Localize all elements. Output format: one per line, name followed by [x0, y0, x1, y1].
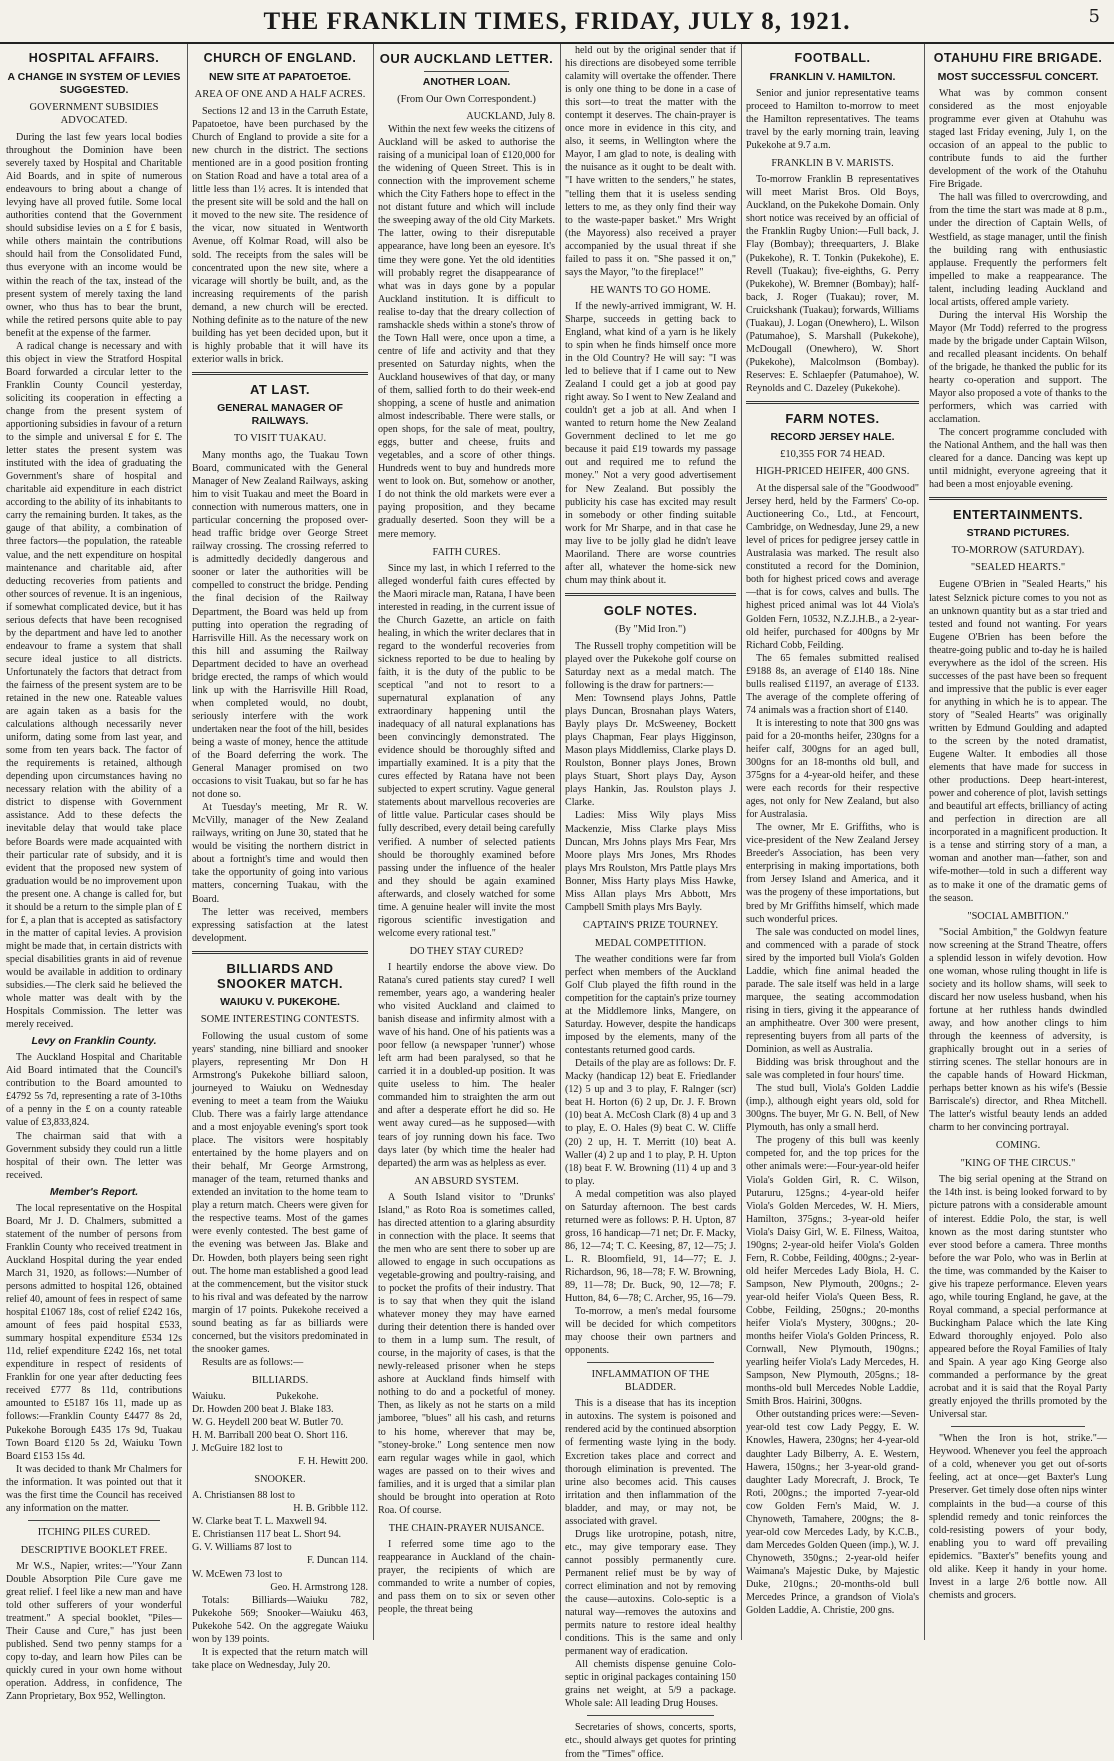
paragraph: Totals: Billiards—Waiuku 782, Pukekohe 569; Snooker—Waiuku 463, Pukekohe 542. On the aggregate Waiuku won by 139 points. — [192, 1594, 368, 1645]
column-4 — [565, 44, 736, 1760]
results-columns: Waiuku. Pukekohe. — [192, 1390, 319, 1402]
paragraph: To-morrow, a men's medal foursome will be decided for which competitors may choose their own partners and opponents. — [565, 1306, 736, 1357]
subheading: £10,355 FOR 74 HEAD. — [780, 449, 885, 461]
columns — [4, 44, 1110, 1760]
advert-heading: INFLAMMATION OF THE BLADDER. — [591, 1369, 710, 1394]
entertainments-heading: ENTERTAINMENTS. — [952, 507, 1084, 523]
advert-text: Drugs like urotropine, potash, nitre, etc., may give temporary ease. They cannot possibly permanently cure. Permanent relief must be by way of correct elimination and not by removing the cause—autoxins. Colo-septic is a natural way—removes the autoxins and permits nature to restore ideal healthy conditions. This is the same and only permanent way of eradication. — [565, 1528, 736, 1658]
column-6 — [929, 44, 1107, 1640]
paragraph: The weather conditions were far from perfect when members of the Auckland Golf Club played the fifth round in the competition for the captain's prize tourney at the Middlemore links, Mangere, on Saturday. However, despite the handicaps imposed by the elements, many of the contestants returned good cards. — [565, 953, 736, 1057]
paragraph: What was by common consent considered as the most enjoyable programme ever given at Otahuhu was staged last Friday evening, July 1, on the occasion of an appeal to the public to contribute funds to aid the further development of the work of the Otahuhu Fire Brigade. — [929, 88, 1107, 191]
column-rule — [187, 44, 188, 1640]
subheading: A CHANGE IN SYSTEM OF LEVIES SUGGESTED. — [7, 71, 181, 96]
subheading: MEDAL COMPETITION. — [594, 937, 707, 949]
divider — [587, 1715, 714, 1716]
paragraph: I heartily endorse the above view. Do Ratana's cured patients stay cured? I well remember, years ago, a wandering healer who visited Auckland and claimed to banish disease and infirmity almost with a wave of his hand. One of his patients was a poor fellow (a newspaper 'runner') whose left arm had been paralysed, so that he carried it in a doubled-up position. It was quite useless to him. The healer commanded him to straighten the arm out and after a desperate effort he did so. He went away cured—as he supposed—with tears of joy running down his face. Two days later (by which time the healer had departed) the arm was as helpless as ever. — [378, 961, 555, 1169]
paragraph: Many months ago, the Tuakau Town Board, communicated with the General Manager of New Zealand Railways, asking him to visit Tuakau and meet the Board in connection with numerous matters, one in particular concerning the proposed over-head traffic bridge over George Street railway crossing. The crossing referred to is admittedly decidedly dangerous and sooner or later the authorities will be compelled to construct the bridge. Pending the final decision of the Railway Department, the Board was held up from putting into operation the regrading of Harrisville Hill. As the necessary work on this hill and assuming the Railway Department decided to have an overhead bridge erected, the ramps of which would link up with the Harrisville Hill Road, when completed would, no doubt, seriously interfere with the work undertaken near the foot of the hill, besides being a waste of money, hence the attitude of the Board deferring the work. The General Manager promised on two occasions to visit Tuakau, but so far he has not done so. — [192, 449, 368, 801]
paragraph: The Auckland Hospital and Charitable Aid Board intimated that the Council's contribution to the Board amounted to £4792 5s 7d, representing a rate of 3-10ths of a penny in the £ on a county rateable value of £3,833,824. — [6, 1052, 182, 1129]
advert-subheading: DESCRIPTIVE BOOKLET FREE. — [20, 1544, 168, 1556]
paragraph: The Russell trophy competition will be played over the Pukekohe golf course on Saturday next as a medal match. The following is the draw for partners:— — [565, 640, 736, 692]
paragraph: To-morrow Franklin B representatives will meet Marist Bros. Old Boys, Auckland, on the Pukekohe Domain. Only short notice was received by an official of the Franklin Rugby Union:—Full back, J. Flay (Bombay); threequarters, J. Blake (Pukekohe), R. T. Tonkin (Pukekohe), E. Revell (Tuakau); five-eighths, G. Perry (Pukekohe), W. Bremner (Bombay); half-back, J. Roger (Tuakau); rover, M. Cruickshank (Tuakau); forwards, Williams (Tuakau), J. Logan (Onewhero), L. Wilson (Patumahoe), S. Marshall (Pukekohe), McDougall (Onewhero), W. Short (Pukekohe), Malcolmson (Bombay). Reserves: E. Schlaepfer (Patumahoe), W. Reynolds and C. Dazeley (Pukekohe). — [746, 174, 919, 394]
subheading: GENERAL MANAGER OF RAILWAYS. — [217, 401, 343, 427]
paragraph: During the last few years local bodies throughout the Dominion have been severely taxed by Hospital and Charitable Aid Boards, and in spite of numerous endeavours to bring about a change of levying have all proved futile. Some local authorities contend that the Government should subsidise levies on a £ for £ basis, while others maintain the contributions should hail from the Consolidated Fund, thus everyone with an income would be within the reach of the tax, instead of the present system of merely taxing the land owner, who thus has to bear the brunt, while the retired persons quite able to pay benefit at the expense of the farmer. — [6, 132, 182, 339]
farm-notes-heading: FARM NOTES. — [785, 411, 880, 427]
paragraph: The letter was received, members expressing satisfaction at the latest development. — [192, 906, 368, 944]
paragraph: It is expected that the return match will take place on Wednesday, July 20. — [192, 1646, 368, 1671]
paragraph: The 65 females submitted realised £9188 8s, an average of £140 18s. Nine bulls realised £1197, an average of £133. The average of the complete offering of 74 animals was a fraction short of £140. — [746, 652, 919, 716]
results-heading: BILLIARDS. — [251, 1374, 309, 1386]
paragraph: During the interval His Worship the Mayor (Mr Todd) referred to the progress made by the brigade under Captain Wilson, and recalled pleasant incidents. On behalf of the brigade, he thanked the public for its hearty co-operation and support. The Mayor also proposed a vote of thanks to the performers, which was carried with acclamation. — [929, 309, 1107, 426]
subheading: CAPTAIN'S PRIZE TOURNEY. — [582, 919, 719, 931]
paragraph: Men: Townsend plays Johns, Pattle plays Duncan, Brosnahan plays Waters, Bayly plays Dr. McSweeney, Bockett plays Chapman, Fear plays Higginson, Mason plays Middlemiss, Clarke plays D. Roulston, Bonner plays Jones, Brown plays Stuart, Short plays Day, Ayson plays Hankin, Jas. Roulston plays J. Clarke. — [565, 693, 736, 809]
subheading: TO-MORROW (SATURDAY). — [951, 545, 1085, 557]
subheading: "SEALED HEARTS." — [970, 562, 1066, 574]
paragraph: Bidding was brisk throughout and the sale was completed in four hours' time. — [746, 1057, 919, 1082]
subheading: (By "Mid Iron.") — [615, 623, 686, 635]
divider — [565, 593, 736, 596]
subheading: STRAND PICTURES. — [966, 527, 1070, 540]
subheading: AREA OF ONE AND A HALF ACRES. — [194, 89, 366, 100]
paragraph: The sale was conducted on model lines, and commenced with a parade of stock sired by the imported bull Viola's Golden Laddie, which fine animal headed the parade. The sale itself was held in a large marquee, the seating accommodation rising in tiers, giving it the appearance of an amphitheatre. Over 300 were present, representing buyers from all parts of the Dominion, as well as Australia. — [746, 926, 919, 1056]
paragraph: Since my last, in which I referred to the alleged wonderful faith cures effected by the Maori miracle man, Ratana, I have been interested in reading, in the current issue of the Church Gazette, an article on faith healing, in which the writer declares that in regard to the wonderful recoveries from sickness reported to be due to healing by faith, it is the duty of the public to be sceptical "and not to resort to a supernatural explanation of any extraordinary happening until the inadequacy of all natural explanations has been convincingly demonstrated. The evidence should be thoroughly sifted and impartially examined. It is a pity that the cures effected by Ratana have not been subjected to expert scrutiny. Vague general statements about marvellous recoveries are of little value. Particular cases should be fully described, every detail being carefully verified. A number of selected patients should be thoroughly examined before passing under the influence of the healer and they should be again examined afterwards, and closely watched for some time. A genuine healer will invite the most rigorous scientific investigation and welcome every rational test." — [378, 562, 555, 939]
result-line: W. Clarke beat T. L. Maxwell 94. — [192, 1516, 327, 1528]
paragraph: The chairman said that with a Government subsidy they could run a little hospital of their own. The letter was received. — [6, 1130, 182, 1181]
paragraph: Senior and junior representative teams proceed to Hamilton to-morrow to meet the Hamilton representatives. The teams travel by the early morning train, leaving Pukekohe at 9.7 a.m. — [746, 88, 919, 152]
column-1 — [6, 44, 182, 1703]
subheading: "KING OF THE CIRCUS." — [960, 1158, 1076, 1170]
column-3 — [378, 44, 555, 1640]
divider — [192, 372, 368, 375]
dateline: AUCKLAND, July 8. — [466, 111, 555, 122]
subheading: HE WANTS TO GO HOME. — [590, 284, 711, 296]
divider — [587, 1362, 714, 1363]
notice-text: Secretaries of shows, concerts, sports, etc., should always get quotes for printing from the "Times" office. — [565, 1722, 736, 1760]
football-heading: FOOTBALL. — [794, 51, 871, 65]
paragraph: The big serial opening at the Strand on the 14th inst. is being looked forward to by picture patrons with a considerable amount of interest. Eddie Polo, the star, is well known as the most daring stuntster who ever stood before a camera. Three months before the war Polo, who was in Berlin at the time, was commanded by the Kaiser to give his trapeze performance. Eleven years ago, while touring England, he gave, at the Royal command, a special performance at Buckingham Palace which the late King Edward thoroughly enjoyed. Polo also appeared before the Royal Families of Italy and Spain. A year ago King George also commanded a performance by the great acrobat and it is said that the Royal Party greatly enjoyed the thrills promoted by the Universal star. — [929, 1174, 1107, 1421]
divider — [424, 71, 509, 72]
paragraph: The owner, Mr E. Griffiths, who is vice-president of the New Zealand Jersey Breeder's Association, has been very enterprising in making importations, both from Jersey Island and America, and it was the progeny of these importations, but bred by Mr Griffiths himself, which made such wonderful prices. — [746, 822, 919, 925]
result-line: Geo. H. Armstrong 128. — [270, 1581, 368, 1593]
auckland-letter-heading: OUR AUCKLAND LETTER. — [379, 51, 554, 66]
paragraph: held out by the original sender that if his directions are disobeyed some terrible calamity will overtake the offender. There is only one thing to be done in a case of this sort—to treat the matter with the contempt it deserves. The chain-prayer is once more in evidence in this city, and also, it seems, in Wellington where the Mayor, I am glad to note, is dealing with the nuisance as it ought to be dealt with. "I have written to the senders," he states, "telling them that it is useless sending letters to me, as they only find their way to the waste-paper basket." Mrs Wright (the Mayoress) also received a prayer accompanied by the usual threat if she failed to pass it on. "She passed it on," says the Mayor, "to the fireplace!" — [565, 45, 736, 278]
paragraph: At Tuesday's meeting, Mr R. W. McVilly, manager of the New Zealand railways, writing on June 30, stated that he would be visiting the northern district in about a fortnight's time and would then take the opportunity of going into various matters, concerning Tuakau, with the Board. — [192, 802, 368, 905]
divider — [951, 1426, 1085, 1427]
subheading: NEW SITE AT PAPATOETOE. — [209, 71, 351, 83]
subheading: FAITH CURES. — [432, 546, 501, 558]
advert-text: All chemists dispense genuine Colo-septic in original packages containing 150 grains net weight, at 5/9 a package. Whole sale: All leading Drug Houses. — [565, 1659, 736, 1710]
column-rule — [373, 44, 374, 1640]
advert-text: Mr W.S., Napier, writes:—"Your Zann Double Absorption Pile Cure gave me great relief. I feel like a new man and have told other sufferers of your wonderful treatment." A special booklet, "Piles—Their Cause and Cure," has just been published. Send two penny stamps for a copy to-day, and learn how Piles can be quickly cured in your own home without operation. Address, in confidence, The Zann Proprietary, Box 952, Wellington. — [6, 1560, 182, 1703]
paragraph: Ladies: Miss Wily plays Miss Mackenzie, Miss Clarke plays Miss Duncan, Mrs Johns plays Mrs Fear, Mrs Moore plays Mrs Jones, Mrs Rhodes plays Mrs Roulston, Mrs Pattle plays Mrs Bonner, Miss Harty plays Miss Hawke, Miss Allan plays Mrs Abbott, Mrs Campbell Smith plays Mrs Bayly. — [565, 810, 736, 913]
column-2 — [192, 44, 368, 1671]
result-line: H. M. Barriball 200 beat O. Short 116. — [192, 1430, 348, 1442]
at-last-heading: AT LAST. — [249, 381, 311, 397]
result-line: W. G. Heydell 200 beat W. Butler 70. — [192, 1417, 344, 1429]
column-rule — [560, 44, 561, 1640]
paragraph: The progeny of this bull was keenly competed for, and the top prices for the other animals were:—Four-year-old heifer Viola's Golden Girl, R. C. Wilson, Putaruru, 125gns.; 4-year-old heifer Viola's Golden Mercedes, W. H. Miers, Hamilton, 375gns.; 3-year-old heifer Viola's Daisy Girl, W. E. Filness, Waitoa, 190gns; 2-year-old heifer Viola's Golden Fern, R. Cobbe, Feilding, 400gns.; 2-year-old heifer Mercedes Lady Biola, H. C. Sampson, New Plymouth, 200gns.; 2-year-old heifer Viola's Queen Bess, R. Cobbe, Feilding, 250gns.; 20-months heifer Viola's Mystery, 300gns.; 20-months heifer Viola's Golden Princess, R. Cornwall, New Plymouth, 190gns.; yearling heifer Viola's Lady Mercedes, H. Sampson, New Plymouth, 205gns.; 18-months-old bull Mercedes Noble Laddie, Smith Bros. Hairini, 300gns. — [746, 1135, 919, 1408]
subheading: COMING. — [995, 1140, 1041, 1152]
paragraph: I referred some time ago to the reappearance in Auckland of the chain-prayer, the recipients of which are commanded to write a number of copies, and pass them on to six or seven other people, the threat being — [378, 1538, 555, 1616]
masthead — [0, 0, 1114, 44]
subheading: DO THEY STAY CURED? — [409, 945, 524, 957]
paragraph: The stud bull, Viola's Golden Laddie (imp.), although eight years old, sold for 300gns. The buyer, Mr G. N. Bell, of New Plymouth, has only a small herd. — [746, 1083, 919, 1134]
result-line: W. McEwen 73 lost to — [192, 1568, 283, 1580]
page-number: 5 — [1088, 6, 1100, 27]
subheading: FRANKLIN V. HAMILTON. — [769, 71, 896, 83]
subheading: SOME INTERESTING CONTESTS. — [200, 1013, 360, 1025]
paragraph: The hall was filled to overcrowding, and from the time the start was made at 8 p.m., under the direction of Captain Wells, of Westfield, as stage manager, until the finish the building rang with enthusiastic applause. Frequently the performers felt impelled to make a reappearance. The talent, including leading Auckland and local artists, offered ample variety. — [929, 192, 1107, 308]
paragraph: "Social Ambition," the Goldwyn feature now screening at the Strand Theatre, offers a splendid lesson in wifely devotion. How one woman, whose ruling thought in life is society and its hollow shams, will seek to discard her now useless husband, when his fortune at her ruthless hands dwindled away, and how another clings to him through the keenness of adversity, is graphically brought out in a series of stirring scenes. The stellar honours are in the capable hands of Howard Hickman, perhaps better known as his wife's (Bessie Barriscale's) director, and Rhea Mitchell. The latter's wistful beauty lends an added charm to her convincing portrayal. — [929, 926, 1107, 1134]
subheading: Levy on Franklin County. — [31, 1035, 157, 1048]
result-line: A. Christiansen 88 lost to — [192, 1490, 295, 1502]
result-line: F. H. Hewitt 200. — [298, 1456, 368, 1468]
divider — [28, 1520, 160, 1521]
paragraph: At the dispersal sale of the "Goodwood" Jersey herd, held by the Farmers' Co-op. Auctioneering Co., Ltd., at Fencourt, Cambridge, on Wednesday, June 29, a new level of prices for pedigree jersey cattle in Australasia was marked. The result also constituted a record for the Dominion, both for highest priced cows and average—that is for cows, calves and bulls. The highest priced animal was lot 44 Viola's Golden Fern, 10532, N.Z.J.H.B., a 2-year-old heifer, purchased for 400gns by Mr Richard Cobb, Feilding. — [746, 483, 919, 651]
billiards-heading: BILLIARDS AND SNOOKER MATCH. — [217, 960, 343, 991]
subheading: THE CHAIN-PRAYER NUISANCE. — [388, 1522, 545, 1534]
results-heading: SNOOKER. — [254, 1474, 306, 1486]
result-line: J. McGuire 182 lost to — [192, 1443, 283, 1455]
hospital-heading: HOSPITAL AFFAIRS. — [28, 51, 160, 65]
subheading: GOVERNMENT SUBSIDIES ADVOCATED. — [29, 102, 159, 126]
paragraph: Other outstanding prices were:—Seven-year-old test cow Lady Peggy, E. W. Knowles, Hawera, 230gns; her 4-year-old daughter Lady Bilberry, A. E. Western, Hawera, 150gns.; her 3-year-old grand-daughter Lady Morecraft, J. Brock, Te Roti, 200gns.; the imported 7-year-old cow Golden Fern's Maid, W. J. Chynoweth, Tamahere, 200gns; the 8-year-old cow Mercedes Lady, by K.C.B., dam Mercedes Golden Queen (imp.), W. J. Chynoweth, 350gns.; 2-year-old heifer Waimana's Majestic Duke, by Majestic Duke, 210gns.; 20-months-old bull Mercedes Prince, a grandson of Viola's Golden Laddie, A. Christie, 200 gns. — [746, 1409, 919, 1617]
divider — [929, 497, 1107, 500]
subheading: WAIUKU V. PUKEKOHE. — [220, 995, 340, 1008]
paragraph: The concert programme concluded with the National Anthem, and the hall was then cleared for a dance. Dancing was kept up until midnight, everyone agreeing that it had been a most enjoyable evening. — [929, 427, 1107, 491]
masthead-title: THE FRANKLIN TIMES, FRIDAY, JULY 8, 1921. — [263, 8, 851, 35]
paragraph: A medal competition was also played on Saturday afternoon. The best cards returned were as follows: P. H. Upton, 87 gross, 16 handicap—71 net; Dr. F. Macky, 86, 12—74; T. C. Keesing, 87, 12—75; J. L. R. Bloomfield, 91, 14—77; E. J. Richardson, 96, 18—78; F. W. Browning, 89, 11—78; Dr. Buck, 90, 12—78; F. Hutton, 84, 6—78; C. Archer, 95, 16—79. — [565, 1188, 736, 1305]
church-heading: CHURCH OF ENGLAND. — [203, 51, 357, 65]
result-line: F. Duncan 114. — [306, 1555, 368, 1567]
subheading: (From Our Own Correspondent.) — [397, 94, 536, 105]
paragraph: A South Island visitor to "Drunks' Island," as Roto Roa is sometimes called, has directed attention to a glaring absurdity in connection with the place. It seems that the men who are sent there to sober up are allowed to engage in such occupations as vegetable-growing and poultry-raising, and to pocket the profits of their industry. That is to say that when they quit the island whatever money they may have earned during their detention there is handed over to them in a lump sum. The result, of course, in the majority of cases, is that the newly-released prisoner when he steps ashore at Auckland finds himself with nothing to do and a pocketful of money. Then, as likely as not he starts on a mild jamboree, "blues" all his cash, and returns to his home, wherever that may be, "stoney-broke." Long sentence men now earn regular wages while in gaol, which wages are passed on to their wives and families, and it is urged that a similar plan should be brought into operation at Roto Roa. Of course. — [378, 1191, 555, 1516]
paragraph: It was decided to thank Mr Chalmers for the information. It was pointed out that it was the first time the Council has received any information on the matter. — [6, 1463, 182, 1514]
divider — [192, 951, 368, 954]
result-line: Dr. Howden 200 beat J. Blake 183. — [192, 1403, 334, 1415]
advert-text: This is a disease that has its inception in autoxins. The system is poisoned and rendered acid by the continued absorption of fermenting waste lying in the body. Excretion takes place and correct and thorough elimination is prevented. The urine also becomes acid. This causes irritation and then inflammation of the bladder, and may, or may not, be associated with gravel. — [565, 1398, 736, 1527]
paragraph: Following the usual custom of some years' standing, nine billiard and snooker players, representing Mr Don H Armstrong's Pukekohe billiard saloon, journeyed to Waiuku on Wednesday evening to meet a team from the Waiuku Club. There was a fairly large attendance and a most enjoyable evening's sport took place. The visitors were hospitably entertained by the home players and on their behalf, Mr George Armstrong, manager of the team, returned thanks and extended an invitation to the home team to play a return match. Cheers were given for the respective teams. Most of the games were evenly contested. The best game of the evening was between Jas. Blake and Dr. Howden, both players being seen right out. The home man established a good lead at the commencement, but the visitor stuck to his rival and was defeated by the narrow margin of 17 points. Pukekohe received a sound beating as far as billiards were concerned, but the visitors predominated in the snooker games. — [192, 1030, 368, 1355]
paragraph: If the newly-arrived immigrant, W. H. Sharpe, succeeds in getting back to England, what kind of a yarn is he likely to spin when he finds himself once more in the Old Country? He will say: "I was led to believe that if I came out to New Zealand I could get a job at good pay right away. So I went to New Zealand and couldn't get a job at all. And when I wanted to return home the New Zealand Government declined to let me go because it paid £19 towards my passage out and required me to refund the money." Not a very good advertisement for New Zealand. But possibly the publicity his case has excited may result in somebody or other finding suitable work for Mr Sharpe, and in that case he may live to be jolly glad he didn't leave Maoriland. There are worse countries after all, whatever the home-sick new chum may think about it. — [565, 300, 736, 586]
paragraph: Within the next few weeks the citizens of Auckland will be asked to authorise the raising of a municipal loan of £120,000 for the widening of Queen Street. This is in connection with the improvement scheme which the City Fathers hope to effect in the not distant future and which will include the sweeping away of the old City Markets. The latter, owing to their disreputable appearance, have long been an eyesore. It's time they were gone. Yet the old identities will probably regret the disappearance of what was in days gone by a popular Auckland institution. It is difficult to realise to-day that the dreary collection of ramshackle sheds within a stone's throw of the Town Hall were, once upon a time, a centre of life and activity and that they presented on Saturday nights, when the Auckland housewives of that day, or many of them, sallied forth to do their week-end shopping, a scene of hustle and animation almost indescribable. There were stalls, or open shops, for the sale of meat, poultry, eggs, butter and cheese, fruits and vegetables, and a score of other things. Hundreds went to buy and hundreds more went to look on. But, somehow or another, I do not think the old markets were ever a paying proposition, and they became gradually deserted. Soon they will be a mere memory. — [378, 124, 555, 540]
subheading: RECORD JERSEY HALE. — [770, 431, 895, 444]
subheading: AN ABSURD SYSTEM. — [414, 1175, 519, 1187]
paragraph: Eugene O'Brien in "Sealed Hearts," his latest Selznick picture comes to you not as an unknown quantity but as a star tried and tested and found not wanting. For years Eugene O'Brien has been before the theatre-going public and to-day he is hailed everywhere as the idol of the screen. His successes of the past have been so frequent and impressive that the public is ever eager for anything in which he is to appear. The story of "Sealed Hearts" was originally written by Edmund Goulding and adapted to the screen by the noted dramatist, Eugene Walter. It embodies all those elements that have made for success in other productions. Deep heart-interest, power and coherence of plot, lavish settings and beautiful art effects, brilliancy of acting and perfection in direction are all incorporated in a magnificent production. It is a tense and stirring story of a man, a woman and another man—father, son and wife-mother—told in such a different way as to make it one of the dramatic gems of the season. — [929, 579, 1107, 904]
subheading: ANOTHER LOAN. — [422, 76, 511, 88]
advert-text: "When the Iron is hot, strike."—Heywood. Whenever you feel the approach of a cold, whenever you get out of-sorts feeling, act at once—get Baxter's Lung Preserver. Get timely dose often nips winter complaints in the bud—a course of this splendid remedy and tonic reinforces the cold-resisting powers of your body, enabling you to ward off prevailing epidemics. "Baxter's" benefits young and old alike. Keep it handy in your home. Invest in a large 2/6 bottle now. All chemists and grocers. — [929, 1433, 1107, 1601]
subheading: "SOCIAL AMBITION." — [967, 910, 1069, 922]
paragraph: Results are as follows:— — [202, 1356, 304, 1368]
golf-heading: GOLF NOTES. — [603, 602, 698, 618]
result-line: G. V. Williams 87 lost to — [192, 1542, 292, 1554]
column-rule — [741, 44, 742, 1640]
paragraph: Sections 12 and 13 in the Carruth Estate, Papatoetoe, have been purchased by the Church of England to provide a site for a new church in the district. The sections mentioned are in a good position fronting on Station Road and have a total area of a little less than 1½ acres. It is intended that the present site will be sold and the hall on it moved to the new site. The residence of the vicar, now situated in Wentworth Avenue, off Kolmar Road, will also be sold. The receipts from the sales will be concentrated upon the new site, where a vicarage will shortly be built, and, as the increasing requirements of the parish demand, a new church will be erected. Nothing definite as to the nature of the new building has yet been decided upon, but it is highly probable that it will have its exterior walls in brick. — [192, 106, 368, 365]
divider — [746, 401, 919, 404]
fire-brigade-heading: OTAHUHU FIRE BRIGADE. — [933, 51, 1103, 65]
paragraph: It is interesting to note that 300 gns was paid for a 20-months heifer, 230gns for a heifer calf, 300gns for an aged bull, 300gns for an 18-months old bull, and 375gns for a 4-year-old heifer, and these were each records for their respective ages, not only for New Zealand, but also for Australasia. — [746, 717, 919, 821]
result-line: H. B. Gribble 112. — [293, 1503, 368, 1515]
column-5 — [746, 44, 919, 1640]
paragraph: Details of the play are as follows: Dr. F. Macky (handicap 12) beat E. Friedlander (12) 5 up and 3 to play, F. Ralnger (scr) beat H. Horton (6) 2 up, Dr. J. F. Brown (10) beat A. McCosh Clark (8) 4 up and 3 to play, E. O. Hales (9) beat C. W. Cliffe (20) 2 up, H. T. Merritt (10) beat A. Waller (4) 2 up and 1 to play, P. H. Upton (18) beat F. W. Browning (11) 4 up and 3 to play. — [565, 1058, 736, 1187]
column-rule — [924, 44, 925, 1640]
subheading: MOST SUCCESSFUL CONCERT. — [937, 71, 1099, 83]
subheading: TO VISIT TUAKAU. — [233, 432, 327, 444]
subheading: HIGH-PRICED HEIFER, 400 GNS. — [755, 466, 910, 478]
result-line: E. Christiansen 117 beat L. Short 94. — [192, 1529, 342, 1541]
subheading: Member's Report. — [49, 1185, 139, 1198]
paragraph: A radical change is necessary and with this object in view the Stratford Hospital Board forwarded a circular letter to the Franklin County Council yesterday, soliciting its cooperation in effecting a change from the present system of apportioning subsidies in favour of a return to the simple and universal £ for £. The letter states the present system was instituted with the idea of graduating the Government's share of hospital and charitable aid expenditure in each district according to the ability of its inhabitants to carry the remaining burden. It takes, as the gauge of that ability, a combination of three factors—the population, the rateable value, and the nett expenditure on hospital maintenance and charitable aid, after deducting recoveries from patients and other sources of revenue. It is an ingenious, if somewhat complicated device, but it has serious defects that have been recognised by the department and have led to another endeavour to frame a system that shall secure ideal justice to all districts. Unfortunately the factors that detract from the fairness of the present system are to be retained in the new one. Rateable values are again taken as a basis for the calculations although necessarily never uniform, dating some from last year, and some from ten years back. The factor of the requirements is retained, although depending upon circumstances having no necessary relation with the ability of a district to dispense with Government assistance. Add to these defects the inevitable delay that would take place before Boards were made acquainted with their particular rate of subsidy, and it is evident that the proposed new system of graduation would be no improvement upon the present one. A change is called for, but it should be a return to the simple plan of £ for £, a plan that is accepted as satisfactory in the matter of capital levies. A provision might be made that, in certain districts with special disabilities grants in aid of revenue would be available in addition to ordinary subsidies.—The clerk said he believed the whole matter was dealt with by the Hospitals Commission. The letter was merely received. — [6, 340, 182, 1031]
subheading: FRANKLIN B V. MARISTS. — [771, 158, 894, 170]
advert-heading: ITCHING PILES CURED. — [37, 1526, 151, 1538]
paragraph: The local representative on the Hospital Board, Mr J. D. Chalmers, submitted a statement of the number of persons from Franklin County who received treatment in Auckland Hospital during the year ended March 31, 1920, as follows:—Number of persons admitted to hospital 126, obtained relief 40, amount of fees in respect of same hospital £1067 18s, cost of relief £242 16s, amount of fees paid hospital £533, summary hospital expenditure £534 12s 11d, relief expenditure £242 16s, net total expenditure in respect of residents of Franklin for one year after deducting fees received £777 8s 11d, contributions amounted to £5187 16s 11, made up as follows:—Franklin County £4477 8s 2d, Pukekohe Borough £435 17s 9d, Tuakau Town Board £120 5s 2d, Waiuku Town Board £153 15s 4d. — [6, 1202, 182, 1462]
